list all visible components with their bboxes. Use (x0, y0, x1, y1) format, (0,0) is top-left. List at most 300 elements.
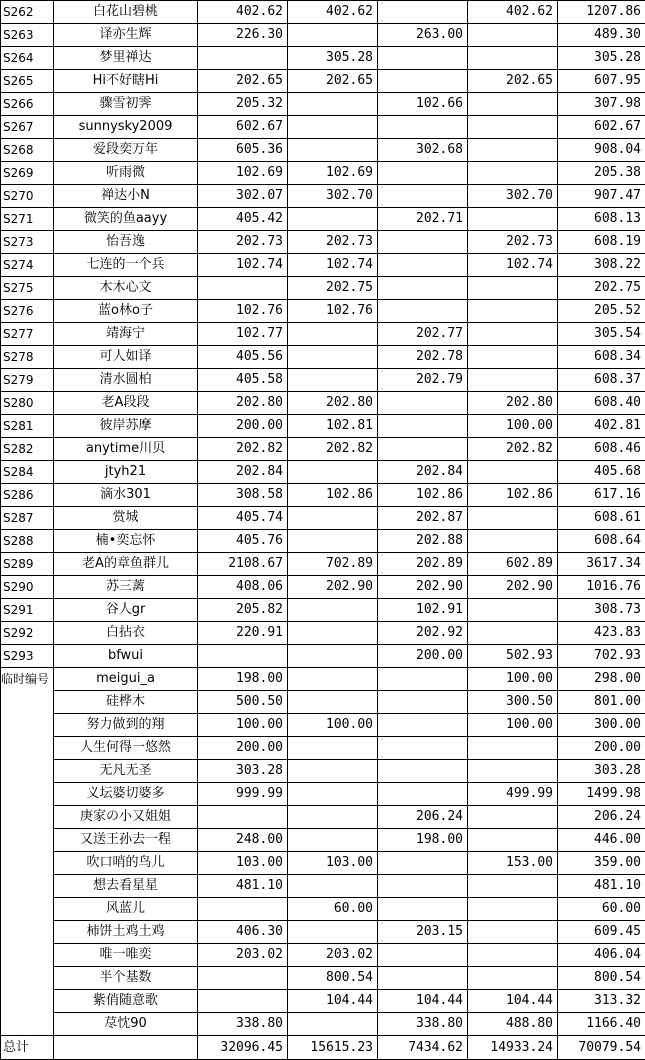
amount-cell-c1[interactable]: 405.74 (198, 507, 288, 530)
amount-cell-total[interactable]: 1207.86 (558, 1, 645, 24)
empty-id-cell[interactable] (1, 691, 54, 714)
empty-id-cell[interactable] (1, 852, 54, 875)
row-name-cell[interactable]: 荩忱90 (54, 1013, 198, 1036)
amount-cell-c1[interactable]: 999.99 (198, 783, 288, 806)
amount-cell-c1[interactable]: 406.30 (198, 921, 288, 944)
row-id-cell[interactable]: S271 (1, 208, 54, 231)
amount-cell-total[interactable]: 702.93 (558, 645, 645, 668)
row-id-cell[interactable]: S274 (1, 254, 54, 277)
row-id-cell[interactable]: S288 (1, 530, 54, 553)
row-name-cell[interactable]: 想去看星星 (54, 875, 198, 898)
amount-cell-c4[interactable] (468, 24, 558, 47)
row-id-cell[interactable]: S286 (1, 484, 54, 507)
amount-cell-c4[interactable]: 100.00 (468, 714, 558, 737)
amount-cell-c1[interactable]: 402.62 (198, 1, 288, 24)
amount-cell-total[interactable]: 305.54 (558, 323, 645, 346)
amount-cell-total[interactable]: 3617.34 (558, 553, 645, 576)
amount-cell-c2[interactable]: 800.54 (288, 967, 378, 990)
row-id-cell[interactable]: S293 (1, 645, 54, 668)
amount-cell-c1[interactable]: 405.56 (198, 346, 288, 369)
amount-cell-c4[interactable] (468, 162, 558, 185)
amount-cell-c1[interactable]: 303.28 (198, 760, 288, 783)
amount-cell-c3[interactable]: 198.00 (378, 829, 468, 852)
amount-cell-c2[interactable] (288, 346, 378, 369)
amount-cell-c4[interactable] (468, 829, 558, 852)
amount-cell-c2[interactable] (288, 369, 378, 392)
row-name-cell[interactable]: 老A的章鱼群儿 (54, 553, 198, 576)
row-id-cell[interactable]: S276 (1, 300, 54, 323)
amount-cell-c2[interactable]: 202.73 (288, 231, 378, 254)
amount-cell-c3[interactable] (378, 162, 468, 185)
amount-cell-c4[interactable]: 102.86 (468, 484, 558, 507)
amount-cell-c1[interactable]: 202.65 (198, 70, 288, 93)
row-name-cell[interactable]: anytime川贝 (54, 438, 198, 461)
empty-id-cell[interactable] (1, 921, 54, 944)
amount-cell-c4[interactable] (468, 507, 558, 530)
amount-cell-c4[interactable]: 402.62 (468, 1, 558, 24)
amount-cell-c4[interactable] (468, 760, 558, 783)
row-name-cell[interactable]: 听雨微 (54, 162, 198, 185)
amount-cell-c4[interactable] (468, 530, 558, 553)
row-name-cell[interactable]: 白拈衣 (54, 622, 198, 645)
row-name-cell[interactable]: 紫俏随意歌 (54, 990, 198, 1013)
empty-id-cell[interactable] (1, 714, 54, 737)
amount-cell-c4[interactable]: 202.80 (468, 392, 558, 415)
amount-cell-total[interactable]: 481.10 (558, 875, 645, 898)
row-id-cell[interactable]: S262 (1, 1, 54, 24)
amount-cell-c1[interactable]: 102.74 (198, 254, 288, 277)
amount-cell-c2[interactable]: 102.76 (288, 300, 378, 323)
amount-cell-total[interactable]: 608.34 (558, 346, 645, 369)
amount-cell-c3[interactable] (378, 1, 468, 24)
row-name-cell[interactable]: 爱段奕万年 (54, 139, 198, 162)
amount-cell-c2[interactable]: 202.65 (288, 70, 378, 93)
amount-cell-total[interactable]: 206.24 (558, 806, 645, 829)
amount-cell-c4[interactable] (468, 875, 558, 898)
amount-cell-c2[interactable]: 102.81 (288, 415, 378, 438)
amount-cell-c4[interactable] (468, 323, 558, 346)
amount-cell-total[interactable]: 202.75 (558, 277, 645, 300)
amount-cell-c4[interactable]: 100.00 (468, 668, 558, 691)
amount-cell-c4[interactable] (468, 898, 558, 921)
amount-cell-c1[interactable]: 220.91 (198, 622, 288, 645)
amount-cell-c2[interactable]: 203.02 (288, 944, 378, 967)
empty-id-cell[interactable] (1, 806, 54, 829)
row-name-cell[interactable]: Hi不好瞎Hi (54, 70, 198, 93)
amount-cell-c3[interactable] (378, 70, 468, 93)
empty-id-cell[interactable] (1, 875, 54, 898)
row-id-cell[interactable]: S269 (1, 162, 54, 185)
row-name-cell[interactable]: 七连的一个兵 (54, 254, 198, 277)
empty-id-cell[interactable] (1, 967, 54, 990)
amount-cell-c2[interactable]: 102.86 (288, 484, 378, 507)
amount-cell-total[interactable]: 298.00 (558, 668, 645, 691)
amount-cell-c3[interactable]: 202.88 (378, 530, 468, 553)
amount-cell-c2[interactable] (288, 507, 378, 530)
amount-cell-total[interactable]: 1499.98 (558, 783, 645, 806)
amount-cell-c2[interactable]: 100.00 (288, 714, 378, 737)
amount-cell-total[interactable]: 608.40 (558, 392, 645, 415)
row-name-cell[interactable]: 木木心文 (54, 277, 198, 300)
empty-id-cell[interactable] (1, 944, 54, 967)
amount-cell-c3[interactable] (378, 714, 468, 737)
row-name-cell[interactable]: 滴水301 (54, 484, 198, 507)
amount-cell-c2[interactable]: 202.90 (288, 576, 378, 599)
amount-cell-c3[interactable] (378, 967, 468, 990)
amount-cell-total[interactable]: 801.00 (558, 691, 645, 714)
amount-cell-c4[interactable] (468, 622, 558, 645)
row-name-cell[interactable]: 风蓝儿 (54, 898, 198, 921)
amount-cell-c3[interactable]: 202.78 (378, 346, 468, 369)
amount-cell-c1[interactable]: 405.42 (198, 208, 288, 231)
row-id-cell[interactable]: S270 (1, 185, 54, 208)
amount-cell-c1[interactable]: 405.58 (198, 369, 288, 392)
amount-cell-c4[interactable] (468, 944, 558, 967)
amount-cell-c2[interactable] (288, 139, 378, 162)
amount-cell-c3[interactable] (378, 392, 468, 415)
amount-cell-c4[interactable] (468, 277, 558, 300)
amount-cell-c3[interactable] (378, 944, 468, 967)
amount-cell-total[interactable]: 307.98 (558, 93, 645, 116)
amount-cell-c1[interactable]: 202.73 (198, 231, 288, 254)
amount-cell-c2[interactable]: 102.74 (288, 254, 378, 277)
row-name-cell[interactable]: 硅桦木 (54, 691, 198, 714)
amount-cell-total[interactable]: 305.28 (558, 47, 645, 70)
amount-cell-c3[interactable] (378, 691, 468, 714)
amount-cell-c2[interactable] (288, 829, 378, 852)
row-id-cell[interactable]: S284 (1, 461, 54, 484)
amount-cell-total[interactable]: 908.04 (558, 139, 645, 162)
row-id-cell[interactable]: S268 (1, 139, 54, 162)
amount-cell-total[interactable]: 608.37 (558, 369, 645, 392)
amount-cell-c3[interactable]: 263.00 (378, 24, 468, 47)
amount-cell-c3[interactable]: 202.89 (378, 553, 468, 576)
amount-cell-total[interactable]: 608.64 (558, 530, 645, 553)
amount-cell-c2[interactable] (288, 208, 378, 231)
row-id-cell[interactable]: S282 (1, 438, 54, 461)
amount-cell-c2[interactable]: 60.00 (288, 898, 378, 921)
amount-cell-c2[interactable]: 102.69 (288, 162, 378, 185)
amount-cell-total[interactable]: 308.73 (558, 599, 645, 622)
row-name-cell[interactable]: 楠•奕忘怀 (54, 530, 198, 553)
amount-cell-c3[interactable]: 102.86 (378, 484, 468, 507)
amount-cell-c4[interactable]: 202.73 (468, 231, 558, 254)
amount-cell-total[interactable]: 402.81 (558, 415, 645, 438)
empty-id-cell[interactable] (1, 783, 54, 806)
row-name-cell[interactable]: 无凡无圣 (54, 760, 198, 783)
amount-cell-c4[interactable] (468, 300, 558, 323)
row-name-cell[interactable]: meigui_a (54, 668, 198, 691)
row-id-cell[interactable]: S287 (1, 507, 54, 530)
row-name-cell[interactable]: 微笑的鱼aayy (54, 208, 198, 231)
amount-cell-total[interactable]: 907.47 (558, 185, 645, 208)
amount-cell-c3[interactable] (378, 875, 468, 898)
amount-cell-c4[interactable]: 104.44 (468, 990, 558, 1013)
row-id-cell[interactable]: S273 (1, 231, 54, 254)
amount-cell-c4[interactable]: 502.93 (468, 645, 558, 668)
amount-cell-c2[interactable] (288, 530, 378, 553)
row-id-cell[interactable]: S281 (1, 415, 54, 438)
amount-cell-c3[interactable]: 202.71 (378, 208, 468, 231)
empty-id-cell[interactable] (1, 1013, 54, 1036)
amount-cell-c4[interactable]: 100.00 (468, 415, 558, 438)
amount-cell-c1[interactable]: 308.58 (198, 484, 288, 507)
amount-cell-total[interactable]: 617.16 (558, 484, 645, 507)
empty-id-cell[interactable] (1, 760, 54, 783)
amount-cell-c1[interactable] (198, 967, 288, 990)
row-id-cell[interactable]: S289 (1, 553, 54, 576)
amount-cell-c3[interactable]: 202.77 (378, 323, 468, 346)
amount-cell-c1[interactable]: 408.06 (198, 576, 288, 599)
amount-cell-total[interactable]: 607.95 (558, 70, 645, 93)
amount-cell-c3[interactable] (378, 300, 468, 323)
amount-cell-c1[interactable]: 205.32 (198, 93, 288, 116)
amount-cell-total[interactable]: 489.30 (558, 24, 645, 47)
amount-cell-c2[interactable] (288, 921, 378, 944)
amount-cell-c1[interactable]: 103.00 (198, 852, 288, 875)
amount-cell-total[interactable]: 608.61 (558, 507, 645, 530)
amount-cell-c3[interactable]: 102.66 (378, 93, 468, 116)
amount-cell-c3[interactable]: 202.92 (378, 622, 468, 645)
amount-cell-c4[interactable]: 602.89 (468, 553, 558, 576)
amount-cell-c1[interactable]: 405.76 (198, 530, 288, 553)
total-cell-c1[interactable]: 32096.45 (198, 1036, 288, 1060)
amount-cell-c2[interactable]: 702.89 (288, 553, 378, 576)
amount-cell-c4[interactable]: 153.00 (468, 852, 558, 875)
amount-cell-c4[interactable]: 202.90 (468, 576, 558, 599)
amount-cell-c4[interactable]: 102.74 (468, 254, 558, 277)
amount-cell-total[interactable]: 359.00 (558, 852, 645, 875)
row-name-cell[interactable]: 彼岸苏摩 (54, 415, 198, 438)
amount-cell-c3[interactable] (378, 47, 468, 70)
empty-name-cell[interactable] (54, 1036, 198, 1060)
amount-cell-c1[interactable]: 338.80 (198, 1013, 288, 1036)
row-id-cell[interactable]: S280 (1, 392, 54, 415)
amount-cell-c1[interactable]: 100.00 (198, 714, 288, 737)
amount-cell-total[interactable]: 205.52 (558, 300, 645, 323)
row-name-cell[interactable]: 柿饼土鸡土鸡 (54, 921, 198, 944)
row-name-cell[interactable]: 禅达小N (54, 185, 198, 208)
amount-cell-c2[interactable] (288, 622, 378, 645)
row-id-cell[interactable]: S264 (1, 47, 54, 70)
amount-cell-c3[interactable] (378, 231, 468, 254)
amount-cell-c1[interactable]: 248.00 (198, 829, 288, 852)
amount-cell-c4[interactable]: 202.82 (468, 438, 558, 461)
row-name-cell[interactable]: 义坛婆切婆多 (54, 783, 198, 806)
amount-cell-c4[interactable] (468, 737, 558, 760)
amount-cell-c1[interactable]: 605.36 (198, 139, 288, 162)
amount-cell-c3[interactable]: 202.84 (378, 461, 468, 484)
amount-cell-c4[interactable]: 302.70 (468, 185, 558, 208)
amount-cell-c2[interactable] (288, 691, 378, 714)
row-name-cell[interactable]: 苏三蓠 (54, 576, 198, 599)
amount-cell-c2[interactable] (288, 806, 378, 829)
amount-cell-c1[interactable]: 481.10 (198, 875, 288, 898)
amount-cell-c3[interactable]: 206.24 (378, 806, 468, 829)
amount-cell-c1[interactable]: 102.76 (198, 300, 288, 323)
amount-cell-c4[interactable] (468, 116, 558, 139)
amount-cell-c1[interactable]: 198.00 (198, 668, 288, 691)
amount-cell-c1[interactable]: 200.00 (198, 415, 288, 438)
amount-cell-c1[interactable]: 202.82 (198, 438, 288, 461)
row-name-cell[interactable]: 梦里禅达 (54, 47, 198, 70)
amount-cell-c1[interactable] (198, 645, 288, 668)
amount-cell-c4[interactable] (468, 921, 558, 944)
amount-cell-c1[interactable]: 302.07 (198, 185, 288, 208)
row-name-cell[interactable]: 赏城 (54, 507, 198, 530)
row-name-cell[interactable]: 老A段段 (54, 392, 198, 415)
amount-cell-total[interactable]: 423.83 (558, 622, 645, 645)
amount-cell-c3[interactable]: 302.68 (378, 139, 468, 162)
amount-cell-total[interactable]: 1166.40 (558, 1013, 645, 1036)
amount-cell-c3[interactable] (378, 116, 468, 139)
amount-cell-c2[interactable] (288, 24, 378, 47)
amount-cell-c3[interactable]: 104.44 (378, 990, 468, 1013)
amount-cell-c2[interactable] (288, 116, 378, 139)
amount-cell-c2[interactable]: 104.44 (288, 990, 378, 1013)
amount-cell-c1[interactable]: 226.30 (198, 24, 288, 47)
row-name-cell[interactable]: 吹口哨的鸟儿 (54, 852, 198, 875)
row-name-cell[interactable]: 又送王孙去一程 (54, 829, 198, 852)
amount-cell-c3[interactable] (378, 438, 468, 461)
amount-cell-c4[interactable]: 488.80 (468, 1013, 558, 1036)
total-cell-c2[interactable]: 15615.23 (288, 1036, 378, 1060)
row-name-cell[interactable]: 蓝o林o子 (54, 300, 198, 323)
row-name-cell[interactable]: 靖海宁 (54, 323, 198, 346)
amount-cell-c4[interactable] (468, 139, 558, 162)
empty-id-cell[interactable] (1, 990, 54, 1013)
amount-cell-c1[interactable]: 602.67 (198, 116, 288, 139)
amount-cell-total[interactable]: 205.38 (558, 162, 645, 185)
amount-cell-c1[interactable] (198, 898, 288, 921)
amount-cell-c3[interactable] (378, 737, 468, 760)
amount-cell-total[interactable]: 609.45 (558, 921, 645, 944)
amount-cell-c3[interactable] (378, 783, 468, 806)
amount-cell-c3[interactable] (378, 760, 468, 783)
amount-cell-c1[interactable]: 205.82 (198, 599, 288, 622)
row-id-cell[interactable]: S279 (1, 369, 54, 392)
amount-cell-c3[interactable]: 200.00 (378, 645, 468, 668)
row-name-cell[interactable]: sunnysky2009 (54, 116, 198, 139)
amount-cell-total[interactable]: 608.13 (558, 208, 645, 231)
amount-cell-total[interactable]: 602.67 (558, 116, 645, 139)
amount-cell-c1[interactable]: 102.69 (198, 162, 288, 185)
amount-cell-total[interactable]: 313.32 (558, 990, 645, 1013)
amount-cell-total[interactable]: 300.00 (558, 714, 645, 737)
amount-cell-total[interactable]: 303.28 (558, 760, 645, 783)
amount-cell-c2[interactable] (288, 737, 378, 760)
amount-cell-c2[interactable]: 202.75 (288, 277, 378, 300)
amount-cell-c2[interactable] (288, 783, 378, 806)
row-id-cell[interactable]: S267 (1, 116, 54, 139)
total-cell-c3[interactable]: 7434.62 (378, 1036, 468, 1060)
empty-id-cell[interactable] (1, 829, 54, 852)
row-id-cell[interactable]: S263 (1, 24, 54, 47)
amount-cell-c4[interactable] (468, 208, 558, 231)
amount-cell-c3[interactable] (378, 415, 468, 438)
amount-cell-c4[interactable] (468, 967, 558, 990)
amount-cell-c2[interactable]: 305.28 (288, 47, 378, 70)
amount-cell-total[interactable]: 60.00 (558, 898, 645, 921)
amount-cell-c2[interactable]: 302.70 (288, 185, 378, 208)
amount-cell-total[interactable]: 405.68 (558, 461, 645, 484)
amount-cell-c1[interactable]: 102.77 (198, 323, 288, 346)
row-name-cell[interactable]: 谷人gr (54, 599, 198, 622)
empty-id-cell[interactable] (1, 898, 54, 921)
amount-cell-total[interactable]: 608.46 (558, 438, 645, 461)
temp-id-label[interactable]: 临时编号 (1, 668, 54, 691)
row-name-cell[interactable]: 怡吾逸 (54, 231, 198, 254)
row-id-cell[interactable]: S290 (1, 576, 54, 599)
row-name-cell[interactable]: jtyh21 (54, 461, 198, 484)
row-name-cell[interactable]: 人生何得一悠然 (54, 737, 198, 760)
row-name-cell[interactable]: 可人如译 (54, 346, 198, 369)
row-id-cell[interactable]: S291 (1, 599, 54, 622)
amount-cell-c1[interactable] (198, 806, 288, 829)
amount-cell-c4[interactable] (468, 93, 558, 116)
amount-cell-total[interactable]: 446.00 (558, 829, 645, 852)
amount-cell-total[interactable]: 1016.76 (558, 576, 645, 599)
amount-cell-c3[interactable]: 202.90 (378, 576, 468, 599)
amount-cell-c4[interactable]: 202.65 (468, 70, 558, 93)
amount-cell-c2[interactable]: 202.82 (288, 438, 378, 461)
amount-cell-c3[interactable]: 338.80 (378, 1013, 468, 1036)
amount-cell-c2[interactable] (288, 668, 378, 691)
amount-cell-c2[interactable]: 103.00 (288, 852, 378, 875)
row-name-cell[interactable]: 半个基数 (54, 967, 198, 990)
empty-id-cell[interactable] (1, 737, 54, 760)
row-id-cell[interactable]: S266 (1, 93, 54, 116)
row-id-cell[interactable]: S292 (1, 622, 54, 645)
row-id-cell[interactable]: S275 (1, 277, 54, 300)
amount-cell-c1[interactable]: 500.50 (198, 691, 288, 714)
amount-cell-c1[interactable]: 2108.67 (198, 553, 288, 576)
amount-cell-total[interactable]: 800.54 (558, 967, 645, 990)
amount-cell-c4[interactable] (468, 461, 558, 484)
row-name-cell[interactable]: 白花山碧桃 (54, 1, 198, 24)
amount-cell-c3[interactable] (378, 852, 468, 875)
amount-cell-c4[interactable] (468, 806, 558, 829)
row-name-cell[interactable]: bfwui (54, 645, 198, 668)
row-name-cell[interactable]: 努力做到的翔 (54, 714, 198, 737)
amount-cell-c3[interactable] (378, 277, 468, 300)
amount-cell-c4[interactable]: 300.50 (468, 691, 558, 714)
amount-cell-total[interactable]: 406.04 (558, 944, 645, 967)
amount-cell-c2[interactable] (288, 93, 378, 116)
total-label[interactable]: 总计 (1, 1036, 54, 1060)
row-name-cell[interactable]: 译亦生辉 (54, 24, 198, 47)
amount-cell-c2[interactable] (288, 760, 378, 783)
amount-cell-c3[interactable]: 203.15 (378, 921, 468, 944)
row-name-cell[interactable]: 庚家の小又姐姐 (54, 806, 198, 829)
row-id-cell[interactable]: S265 (1, 70, 54, 93)
amount-cell-c2[interactable] (288, 461, 378, 484)
amount-cell-c2[interactable] (288, 875, 378, 898)
amount-cell-c3[interactable] (378, 668, 468, 691)
row-name-cell[interactable]: 唯一唯奕 (54, 944, 198, 967)
amount-cell-total[interactable]: 608.19 (558, 231, 645, 254)
amount-cell-c4[interactable] (468, 369, 558, 392)
amount-cell-c3[interactable] (378, 185, 468, 208)
amount-cell-c1[interactable]: 202.80 (198, 392, 288, 415)
amount-cell-total[interactable]: 200.00 (558, 737, 645, 760)
amount-cell-c4[interactable] (468, 599, 558, 622)
amount-cell-c1[interactable]: 202.84 (198, 461, 288, 484)
amount-cell-c4[interactable] (468, 346, 558, 369)
amount-cell-c2[interactable] (288, 599, 378, 622)
row-name-cell[interactable]: 骤雪初霁 (54, 93, 198, 116)
row-id-cell[interactable]: S277 (1, 323, 54, 346)
